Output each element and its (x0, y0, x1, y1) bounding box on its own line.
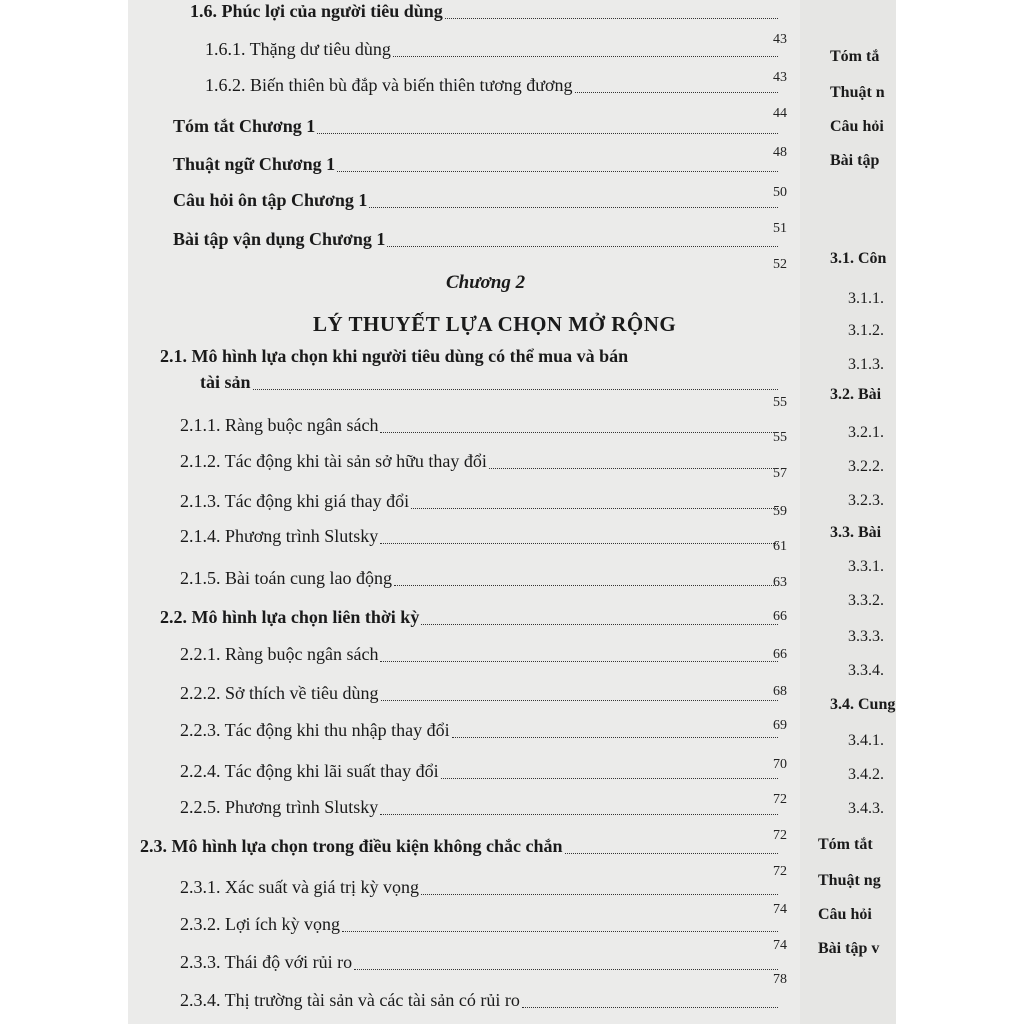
facing-page-entry: 3.4.1. (848, 732, 884, 749)
toc-page-number: 78 (773, 972, 787, 987)
toc-page-number: 72 (773, 864, 787, 879)
toc-entry-label: 1.6.2. Biến thiên bù đắp và biến thiên tương đương (205, 75, 573, 95)
facing-page-entry: 3.2.2. (848, 458, 884, 475)
toc-entry-label: Thuật ngữ Chương 1 (173, 154, 336, 174)
dot-leader (411, 508, 778, 509)
facing-page-entry: 3.2.1. (848, 424, 884, 441)
toc-page-number: 43 (773, 32, 787, 47)
toc-entry-label: 2.1.1. Ràng buộc ngân sách (180, 415, 379, 435)
facing-page-entry: Câu hỏi (830, 118, 884, 135)
facing-page-entry: 3.2.3. (848, 492, 884, 509)
toc-entry-label: Tóm tắt Chương 1 (173, 116, 316, 136)
facing-page-entry: 3.3.3. (848, 628, 884, 645)
facing-page-entry: Tóm tắt (818, 836, 873, 853)
toc-page-number: 50 (773, 185, 787, 200)
facing-page-entry: 3.1.1. (848, 290, 884, 307)
toc-entry-label: 2.3.3. Thái độ với rủi ro (180, 952, 353, 972)
toc-entry-label: 2.3. Mô hình lựa chọn trong điều kiện không chắc chắn (140, 836, 563, 856)
toc-entry (160, 345, 828, 405)
facing-page-entry: Bài tập (830, 152, 880, 169)
facing-page-entry: 3.4.2. (848, 766, 884, 783)
facing-page-entry: 3.1. Côn (830, 250, 887, 267)
dot-leader (317, 133, 778, 134)
toc-page-number: 55 (773, 430, 787, 445)
dot-leader (421, 894, 778, 895)
toc-entry-label: 2.2.2. Sở thích về tiêu dùng (180, 683, 379, 703)
toc-page-number: 66 (773, 647, 787, 662)
dot-leader (342, 931, 778, 932)
toc-entry-label: 2.3.4. Thị trường tài sản và các tài sản có rủi ro (180, 990, 520, 1010)
dot-leader (354, 969, 778, 970)
facing-page-entry: Câu hỏi (818, 906, 872, 923)
facing-page-entry: 3.3. Bài (830, 524, 882, 541)
dot-leader (380, 543, 778, 544)
toc-page-number: 52 (773, 257, 787, 272)
facing-page-entry: 3.2. Bài (830, 386, 882, 403)
toc-entry-label: 1.6.1. Thặng dư tiêu dùng (205, 39, 391, 59)
dot-leader (421, 624, 778, 625)
chapter-label: Chương 2 (446, 272, 526, 293)
toc-entry-label: 2.2.4. Tác động khi lãi suất thay đổi (180, 761, 439, 781)
left-margin (0, 0, 128, 1024)
toc-entry-label: 2.3.1. Xác suất và giá trị kỳ vọng (180, 877, 419, 897)
toc-entry-label: 2.3.2. Lợi ích kỳ vọng (180, 914, 341, 934)
toc-entry-label: Câu hỏi ôn tập Chương 1 (173, 190, 368, 210)
dot-leader (387, 246, 778, 247)
toc-page-number: 51 (773, 221, 787, 236)
toc-entry-label: 2.1.3. Tác động khi giá thay đổi (180, 491, 410, 511)
facing-page (800, 0, 896, 1024)
toc-entry-label: 1.6. Phúc lợi của người tiêu dùng (190, 1, 443, 21)
toc-entry-label: 2.2.1. Ràng buộc ngân sách (180, 644, 379, 664)
right-margin (896, 0, 1024, 1024)
facing-page-entry: 3.3.4. (848, 662, 884, 679)
toc-entry-label-continued: tài sản (200, 372, 251, 392)
toc-page (128, 0, 896, 1024)
facing-page-entry: 3.3.2. (848, 592, 884, 609)
dot-leader (522, 1007, 778, 1008)
toc-entry-label: 2.2.3. Tác động khi thu nhập thay đổi (180, 720, 450, 740)
toc-entry-label: 2.2. Mô hình lựa chọn liên thời kỳ (160, 607, 420, 627)
facing-page-entry: Thuật ng (818, 872, 881, 889)
facing-page-entry: 3.4. Cung (830, 696, 896, 713)
toc-page-number: 57 (773, 466, 787, 481)
toc-entry-label: 2.1.4. Phương trình Slutsky (180, 526, 379, 546)
facing-page-entry: Bài tập v (818, 940, 880, 957)
toc-page-number: 68 (773, 684, 787, 699)
toc-page-number: 74 (773, 938, 787, 953)
toc-page-number: 70 (773, 757, 787, 772)
chapter-title: LÝ THUYẾT LỰA CHỌN MỞ RỘNG (313, 312, 677, 336)
dot-leader (380, 432, 778, 433)
dot-leader (489, 468, 778, 469)
facing-page-entry: 3.1.3. (848, 356, 884, 373)
toc-page-number: 61 (773, 539, 787, 554)
dot-leader (393, 56, 778, 57)
toc-entry-label: 2.2.5. Phương trình Slutsky (180, 797, 379, 817)
dot-leader (369, 207, 778, 208)
dot-leader (394, 585, 778, 586)
facing-page-entry: Tóm tắ (830, 48, 880, 65)
dot-leader (565, 853, 778, 854)
dot-leader (452, 737, 778, 738)
toc-page-number: 72 (773, 828, 787, 843)
toc-page-number: 63 (773, 575, 787, 590)
toc-page-number: 48 (773, 145, 787, 160)
toc-page-number: 59 (773, 504, 787, 519)
facing-page-entry: 3.3.1. (848, 558, 884, 575)
toc-page-number: 44 (773, 106, 787, 121)
toc-page-number: 55 (773, 395, 787, 410)
toc-page-number: 72 (773, 792, 787, 807)
dot-leader (381, 700, 778, 701)
facing-page-entry: 3.1.2. (848, 322, 884, 339)
toc-page-number: 43 (773, 70, 787, 85)
toc-entry-label: Bài tập vận dụng Chương 1 (173, 229, 386, 249)
toc-page-number: 69 (773, 718, 787, 733)
dot-leader (253, 389, 778, 390)
facing-page-entry: Thuật n (830, 84, 885, 101)
dot-leader (445, 18, 778, 19)
dot-leader (380, 814, 778, 815)
toc-page-number: 66 (773, 609, 787, 624)
toc-entry-label: 2.1. Mô hình lựa chọn khi người tiêu dùng có thể mua và bán (160, 346, 629, 366)
dot-leader (575, 92, 778, 93)
toc-entry-label: 2.1.5. Bài toán cung lao động (180, 568, 392, 588)
toc-page-number: 74 (773, 902, 787, 917)
facing-page-entry: 3.4.3. (848, 800, 884, 817)
dot-leader (337, 171, 778, 172)
toc-entry-label: 2.1.2. Tác động khi tài sản sở hữu thay đổi (180, 451, 487, 471)
dot-leader (380, 661, 778, 662)
dot-leader (441, 778, 778, 779)
